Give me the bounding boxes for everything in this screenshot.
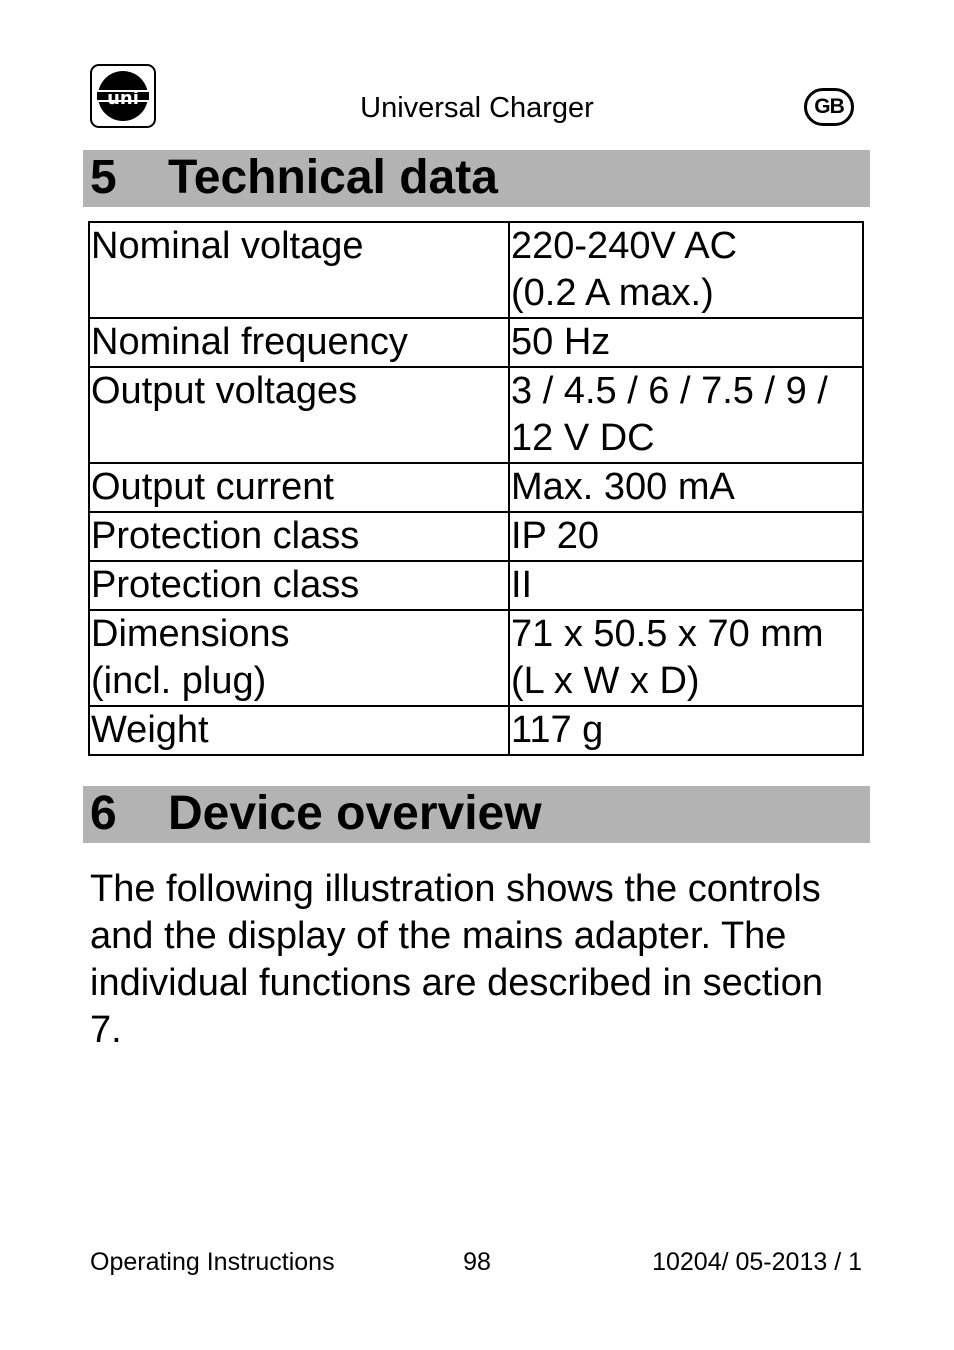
table-row <box>89 463 863 512</box>
footer-document-type: Operating Instructions <box>90 1248 335 1276</box>
footer-page-number: 98 <box>463 1248 491 1276</box>
spec-label: Output current <box>89 463 509 512</box>
spec-label: Nominal voltage <box>89 222 509 318</box>
technical-data-table <box>88 221 864 756</box>
section-title: Device overview <box>168 787 542 840</box>
section-title: Technical data <box>168 151 498 204</box>
spec-value: 3 / 4.5 / 6 / 7.5 / 9 / 12 V DC <box>509 367 863 463</box>
spec-label: Protection class <box>89 512 509 561</box>
spec-value: Max. 300 mA <box>509 463 863 512</box>
spec-value: 71 x 50.5 x 70 mm (L x W x D) <box>509 610 863 706</box>
logo-text: uni <box>107 88 139 109</box>
table-row <box>89 561 863 610</box>
section-number: 6 <box>90 787 117 840</box>
language-badge: GB <box>804 88 854 126</box>
section-heading-device-overview <box>83 786 870 843</box>
spec-value: 117 g <box>509 706 863 755</box>
spec-value: 50 Hz <box>509 318 863 367</box>
spec-value: 220-240V AC (0.2 A max.) <box>509 222 863 318</box>
spec-label: Protection class <box>89 561 509 610</box>
device-overview-paragraph: The following illustration shows the controls and the display of the mains adapter. The individual functions are described in section 7. <box>90 868 823 1051</box>
table-row <box>89 512 863 561</box>
spec-label: Output voltages <box>89 367 509 463</box>
section-number: 5 <box>90 151 117 204</box>
table-row <box>89 318 863 367</box>
table-row <box>89 610 863 706</box>
spec-value: IP 20 <box>509 512 863 561</box>
footer-document-id: 10204/ 05-2013 / 1 <box>652 1248 862 1276</box>
table-row <box>89 706 863 755</box>
table-row <box>89 367 863 463</box>
spec-label: Nominal frequency <box>89 318 509 367</box>
spec-value: II <box>509 561 863 610</box>
spec-label: Dimensions (incl. plug) <box>89 610 509 706</box>
document-title: Universal Charger <box>360 92 594 124</box>
section-heading-technical-data <box>83 150 870 207</box>
table-row <box>89 222 863 318</box>
spec-label: Weight <box>89 706 509 755</box>
